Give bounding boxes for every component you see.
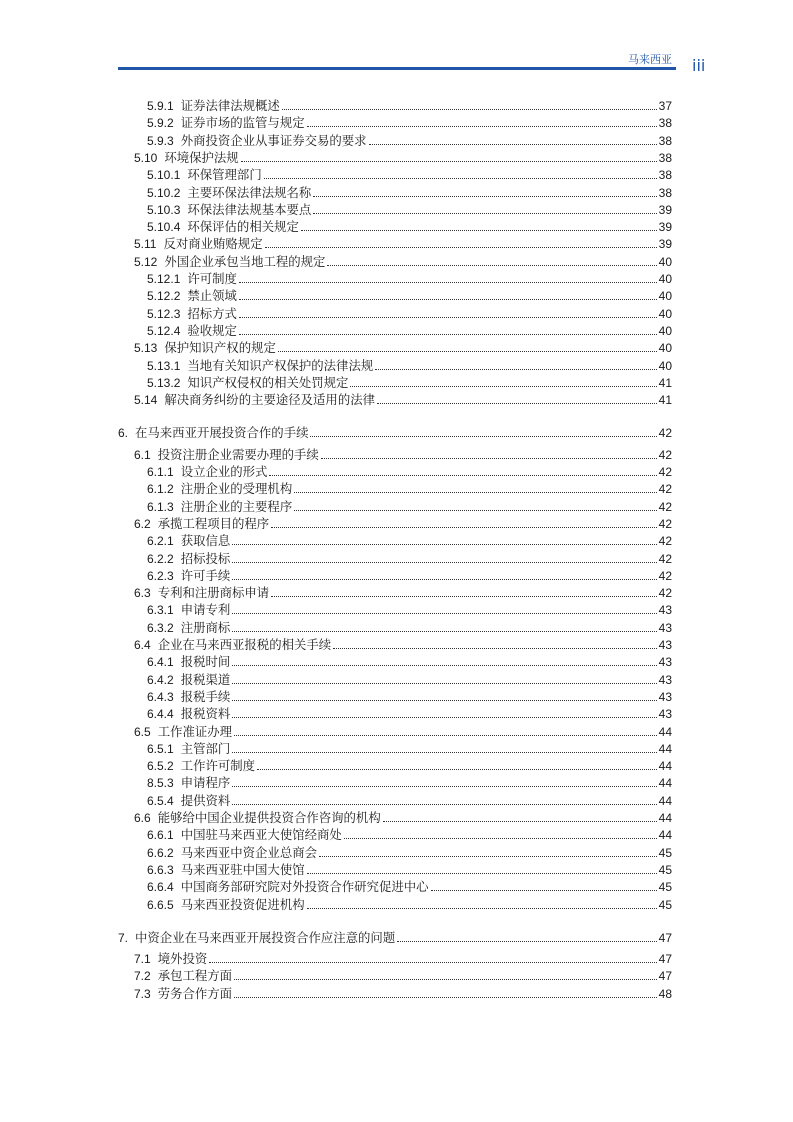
toc-entry-page: 41 (658, 375, 672, 390)
toc-leader-dots (294, 492, 656, 493)
toc-entry-page: 42 (658, 499, 672, 514)
toc-entry-number: 5.10 (134, 150, 158, 165)
toc-entry-title: 中国商务部研究院对外投资合作研究促进中心 (180, 880, 429, 895)
toc-entry-number: 8.5.3 (147, 776, 174, 791)
toc-leader-dots (307, 873, 657, 874)
toc-entry-number: 5.12.1 (147, 272, 181, 286)
toc-entry-number: 5.13 (134, 341, 158, 356)
toc-entry-title: 报税渠道 (180, 672, 231, 687)
toc-entry[interactable] (134, 950, 672, 967)
toc-entry-title: 劳务合作方面 (157, 986, 233, 1001)
toc-entry[interactable] (147, 184, 672, 201)
toc-leader-dots (232, 752, 656, 753)
toc-entry-number: 6.5 (134, 724, 151, 739)
toc-entry-number: 5.10.3 (147, 202, 181, 217)
toc-entry-page: 45 (658, 880, 672, 895)
toc-entry-number: 5.9.2 (147, 116, 174, 131)
toc-entry-title: 注册商标 (180, 620, 231, 635)
toc-entry[interactable] (147, 774, 672, 791)
toc-entry-number: 7.2 (134, 969, 151, 984)
toc-entry-title: 中国驻马来西亚大使馆经商处 (180, 828, 342, 843)
toc-entry[interactable] (147, 567, 672, 584)
toc-entry-number: 5.14 (134, 393, 158, 408)
toc-entry-number: 6.2 (134, 516, 151, 531)
toc-entry-page: 44 (658, 793, 672, 808)
toc-entry-title: 提供资料 (180, 793, 231, 808)
toc-entry-number: 5.12 (134, 254, 158, 269)
toc-entry[interactable] (147, 532, 672, 549)
toc-entry[interactable] (147, 861, 672, 878)
toc-entry[interactable] (147, 322, 672, 339)
toc-entry-page: 45 (658, 845, 672, 860)
toc-leader-dots (377, 403, 657, 404)
toc-entry[interactable] (134, 985, 672, 1002)
toc-entry-title: 证券法律法规概述 (180, 99, 280, 113)
toc-entry-page: 39 (658, 220, 672, 235)
toc-entry[interactable] (118, 424, 672, 441)
toc-entry-title: 报税时间 (180, 655, 231, 670)
toc-entry-number: 6.2.3 (147, 568, 174, 583)
toc-leader-dots (307, 908, 657, 909)
toc-entry-title: 在马来西亚开展投资合作的手续 (135, 426, 309, 441)
toc-entry[interactable] (147, 844, 672, 861)
toc-entry[interactable] (147, 653, 672, 670)
toc-entry[interactable] (134, 967, 672, 984)
toc-entry-number: 6.5.1 (147, 741, 174, 756)
toc-entry[interactable] (147, 826, 672, 843)
toc-entry-number: 6.3 (134, 586, 151, 601)
toc-leader-dots (232, 804, 656, 805)
toc-entry[interactable] (134, 149, 672, 166)
toc-entry-page: 38 (658, 133, 672, 148)
toc-leader-dots (310, 436, 656, 437)
toc-leader-dots (232, 665, 656, 666)
toc-leader-dots (375, 369, 656, 370)
toc-entry-page: 47 (658, 930, 672, 945)
toc-entry[interactable] (147, 878, 672, 895)
toc-entry-number: 6.1.1 (147, 465, 174, 479)
toc-entry-page: 43 (658, 707, 672, 722)
toc-leader-dots (397, 941, 656, 942)
toc-entry-title: 招标投标 (180, 551, 231, 566)
toc-entry-title: 承包工程方面 (157, 969, 233, 984)
toc-entry-title: 马来西亚驻中国大使馆 (180, 862, 305, 877)
toc-entry-number: 6.1.2 (147, 482, 174, 497)
toc-leader-dots (350, 386, 656, 387)
toc-leader-dots (333, 648, 656, 649)
toc-entry[interactable] (134, 584, 672, 601)
toc-entry-page: 42 (658, 534, 672, 549)
toc-leader-dots (232, 544, 656, 545)
toc-entry-number: 6.4.3 (147, 689, 174, 704)
toc-leader-dots (239, 282, 657, 283)
toc-entry[interactable] (147, 270, 672, 287)
toc-entry-title: 主管部门 (180, 741, 231, 756)
toc-entry-page: 48 (658, 986, 672, 1001)
toc-entry-title: 企业在马来西亚报税的相关手续 (157, 638, 332, 652)
header-country: 马来西亚 (628, 53, 672, 66)
toc-entry-page: 39 (658, 202, 672, 217)
toc-entry[interactable] (134, 636, 672, 653)
toc-leader-dots (301, 230, 657, 231)
toc-entry-page: 44 (658, 741, 672, 756)
toc-entry[interactable] (147, 357, 672, 374)
toc-entry-page: 42 (658, 586, 672, 601)
toc-entry-title: 反对商业贿赂规定 (163, 237, 263, 252)
toc-entry-number: 6.3.1 (147, 603, 174, 618)
toc-entry-number: 6.6.5 (147, 897, 174, 912)
toc-entry-number: 5.12.2 (147, 289, 181, 304)
toc-entry-page: 43 (658, 603, 672, 618)
toc-leader-dots (232, 631, 656, 632)
toc-entry-number: 6.3.2 (147, 620, 174, 635)
toc-entry-number: 7. (118, 930, 129, 945)
toc-entry-title: 设立企业的形式 (180, 465, 268, 479)
toc-entry-page: 37 (658, 99, 672, 113)
toc-entry-page: 43 (658, 672, 672, 687)
toc-entry-page: 40 (658, 323, 672, 338)
toc-entry-title: 许可手续 (180, 568, 231, 583)
toc-entry[interactable] (147, 374, 672, 391)
toc-entry[interactable] (118, 929, 672, 946)
toc-leader-dots (234, 735, 657, 736)
toc-leader-dots (232, 562, 656, 563)
toc-leader-dots (282, 109, 657, 110)
toc-entry-title: 境外投资 (157, 952, 208, 967)
toc-entry-number: 6.5.2 (147, 759, 174, 774)
toc-entry-title: 承揽工程项目的程序 (157, 516, 270, 531)
toc-leader-dots (321, 458, 657, 459)
toc-entry-page: 47 (658, 969, 672, 984)
toc-leader-dots (232, 786, 656, 787)
toc-entry[interactable] (147, 305, 672, 322)
toc-entry[interactable] (147, 671, 672, 688)
toc-entry-page: 43 (658, 655, 672, 670)
toc-entry-title: 报税手续 (180, 689, 231, 704)
toc-leader-dots (369, 144, 657, 145)
toc-entry-number: 6.4.2 (147, 672, 174, 687)
toc-entry[interactable] (147, 97, 672, 114)
toc-entry-page: 38 (658, 116, 672, 131)
toc-entry-title: 许可制度 (187, 272, 237, 286)
toc-entry-page: 38 (658, 185, 672, 200)
toc-entry-title: 获取信息 (180, 534, 231, 549)
toc-entry-page: 44 (658, 724, 672, 739)
toc-entry-page: 42 (658, 447, 672, 462)
toc-entry-title: 当地有关知识产权保护的法律法规 (187, 358, 374, 373)
toc-entry-title: 投资注册企业需要办理的手续 (157, 447, 319, 462)
toc-entry-title: 解决商务纠纷的主要途径及适用的法律 (164, 393, 375, 408)
toc-entry[interactable] (147, 619, 672, 636)
toc-entry[interactable] (147, 792, 672, 809)
toc-entry-page: 42 (658, 568, 672, 583)
toc-entry-page: 38 (658, 168, 672, 183)
toc-leader-dots (209, 962, 656, 963)
toc-entry-number: 7.3 (134, 986, 151, 1001)
toc-leader-dots (257, 769, 657, 770)
toc-entry[interactable] (134, 339, 672, 356)
toc-entry-number: 7.1 (134, 952, 151, 967)
toc-entry-page: 40 (658, 341, 672, 356)
toc-entry-number: 6.5.4 (147, 793, 174, 808)
toc-entry-title: 马来西亚中资企业总商会 (180, 845, 317, 860)
toc-leader-dots (344, 838, 657, 839)
toc-entry-page: 40 (658, 306, 672, 321)
toc-entry-page: 40 (658, 289, 672, 304)
toc-entry-page: 43 (658, 689, 672, 704)
toc-entry-page: 40 (658, 358, 672, 373)
toc-entry-title: 申请程序 (180, 776, 231, 791)
toc-leader-dots (269, 475, 656, 476)
toc-leader-dots (239, 317, 657, 318)
toc-entry[interactable] (147, 480, 672, 497)
toc-leader-dots (239, 299, 657, 300)
toc-entry-title: 外商投资企业从事证券交易的要求 (180, 133, 367, 148)
toc-leader-dots (313, 213, 656, 214)
toc-entry-number: 6.6.2 (147, 845, 174, 860)
toc-entry[interactable] (147, 287, 672, 304)
toc-leader-dots (271, 527, 656, 528)
toc-entry-title: 中资企业在马来西亚开展投资合作应注意的问题 (135, 930, 396, 945)
toc-entry-number: 5.10.4 (147, 220, 181, 235)
toc-entry[interactable] (147, 498, 672, 515)
toc-entry-number: 5.10.2 (147, 185, 181, 200)
toc-entry-page: 40 (658, 272, 672, 286)
toc-entry-page: 45 (658, 862, 672, 877)
toc-leader-dots (232, 579, 656, 580)
toc-entry-title: 报税资料 (180, 707, 231, 722)
toc-entry[interactable] (134, 446, 672, 463)
toc-entry-number: 6.2.1 (147, 534, 174, 549)
toc-leader-dots (232, 717, 656, 718)
toc-entry[interactable] (147, 757, 672, 774)
toc-entry-page: 42 (658, 551, 672, 566)
toc-entry[interactable] (147, 550, 672, 567)
toc-entry-title: 申请专利 (180, 603, 231, 618)
toc-entry-title: 注册企业的主要程序 (180, 499, 293, 514)
toc-entry[interactable] (134, 391, 672, 408)
toc-entry-page: 44 (658, 811, 672, 825)
toc-entry-title: 环保管理部门 (187, 168, 262, 183)
toc-entry-page: 38 (658, 150, 672, 165)
toc-entry-title: 招标方式 (187, 306, 237, 321)
toc-entry-number: 6.2.2 (147, 551, 174, 566)
toc-entry[interactable] (134, 809, 672, 826)
toc-entry[interactable] (134, 235, 672, 252)
toc-entry-page: 42 (658, 426, 672, 441)
header-rule (118, 67, 676, 70)
toc-entry-number: 6.6.3 (147, 862, 174, 877)
toc-entry-page: 43 (658, 620, 672, 635)
toc-entry-page: 42 (658, 465, 672, 479)
toc-entry-number: 5.13.2 (147, 375, 181, 390)
toc-entry-page: 45 (658, 897, 672, 912)
toc-entry-title: 主要环保法律法规名称 (187, 185, 312, 200)
toc-entry-page: 44 (658, 759, 672, 774)
toc-entry-title: 保护知识产权的规定 (164, 341, 276, 356)
toc-leader-dots (232, 700, 656, 701)
toc-entry-number: 5.12.4 (147, 323, 181, 338)
toc-leader-dots (383, 821, 657, 822)
toc-entry-page: 47 (658, 952, 672, 967)
toc-entry-page: 43 (658, 638, 672, 652)
toc-leader-dots (313, 196, 656, 197)
toc-entry-title: 注册企业的受理机构 (180, 482, 293, 497)
toc-entry-number: 6.6.4 (147, 880, 174, 895)
toc-entry-number: 6.1 (134, 447, 151, 462)
toc-entry-page: 40 (658, 254, 672, 269)
toc-entry-number: 6.4.1 (147, 655, 174, 670)
toc-entry[interactable] (134, 253, 672, 270)
toc-leader-dots (239, 334, 657, 335)
toc-entry-number: 5.9.1 (147, 99, 174, 113)
toc-entry-page: 39 (658, 237, 672, 252)
toc-entry-title: 专利和注册商标申请 (157, 586, 270, 601)
toc-entry[interactable] (147, 114, 672, 131)
toc-entry[interactable] (147, 218, 672, 235)
toc-entry-number: 5.9.3 (147, 133, 174, 148)
toc-entry-title: 验收规定 (187, 323, 237, 338)
toc-entry[interactable] (147, 688, 672, 705)
page-number-roman: iii (692, 56, 706, 75)
toc-entry[interactable] (134, 723, 672, 740)
toc-leader-dots (319, 856, 657, 857)
toc-entry-title: 知识产权侵权的相关处罚规定 (187, 375, 349, 390)
toc-leader-dots (264, 178, 657, 179)
toc-leader-dots (241, 161, 657, 162)
toc-entry[interactable] (147, 740, 672, 757)
toc-entry-number: 5.10.1 (147, 168, 181, 183)
toc-leader-dots (278, 351, 657, 352)
toc-leader-dots (307, 126, 657, 127)
toc-leader-dots (265, 247, 657, 248)
toc-leader-dots (234, 997, 657, 998)
toc-leader-dots (271, 596, 656, 597)
toc-leader-dots (232, 683, 656, 684)
toc-entry[interactable] (147, 601, 672, 618)
toc-entry-number: 5.13.1 (147, 358, 181, 373)
toc-entry-number: 5.11 (134, 237, 157, 252)
toc-entry-number: 6.6.1 (147, 828, 174, 843)
toc-entry-number: 5.12.3 (147, 306, 181, 321)
toc-leader-dots (234, 979, 657, 980)
toc-entry-title: 马来西亚投资促进机构 (180, 897, 305, 912)
toc-entry[interactable] (134, 515, 672, 532)
toc-entry[interactable] (147, 132, 672, 149)
toc-entry-title: 工作准证办理 (157, 724, 233, 739)
toc-entry[interactable] (147, 896, 672, 913)
toc-leader-dots (294, 510, 656, 511)
toc-entry-title: 环境保护法规 (164, 150, 239, 165)
toc-leader-dots (232, 613, 656, 614)
toc-entry-title: 环保法律法规基本要点 (187, 202, 312, 217)
toc-entry-number: 6. (118, 426, 129, 441)
toc-entry-number: 6.4.4 (147, 707, 174, 722)
toc-entry-title: 证券市场的监管与规定 (180, 116, 305, 131)
toc-entry-page: 42 (658, 516, 672, 531)
toc-entry-number: 6.6 (134, 811, 151, 825)
toc-entry-page: 44 (658, 828, 672, 843)
toc-entry[interactable] (147, 705, 672, 722)
toc-entry[interactable] (147, 166, 672, 183)
toc-entry-page: 44 (658, 776, 672, 791)
toc-entry-title: 环保评估的相关规定 (187, 220, 299, 235)
toc-entry-number: 6.4 (134, 638, 151, 652)
toc-leader-dots (327, 265, 656, 266)
toc-entry-page: 42 (658, 482, 672, 497)
toc-entry-title: 外国企业承包当地工程的规定 (164, 254, 326, 269)
toc-entry-title: 能够给中国企业提供投资合作咨询的机构 (157, 811, 381, 825)
toc-entry-title: 工作许可制度 (180, 759, 256, 774)
toc-entry-number: 6.1.3 (147, 499, 174, 514)
toc-entry-title: 禁止领域 (187, 289, 237, 304)
toc-leader-dots (431, 890, 657, 891)
toc-entry[interactable] (147, 201, 672, 218)
toc-entry[interactable] (147, 463, 672, 480)
toc-entry-page: 41 (658, 393, 672, 408)
